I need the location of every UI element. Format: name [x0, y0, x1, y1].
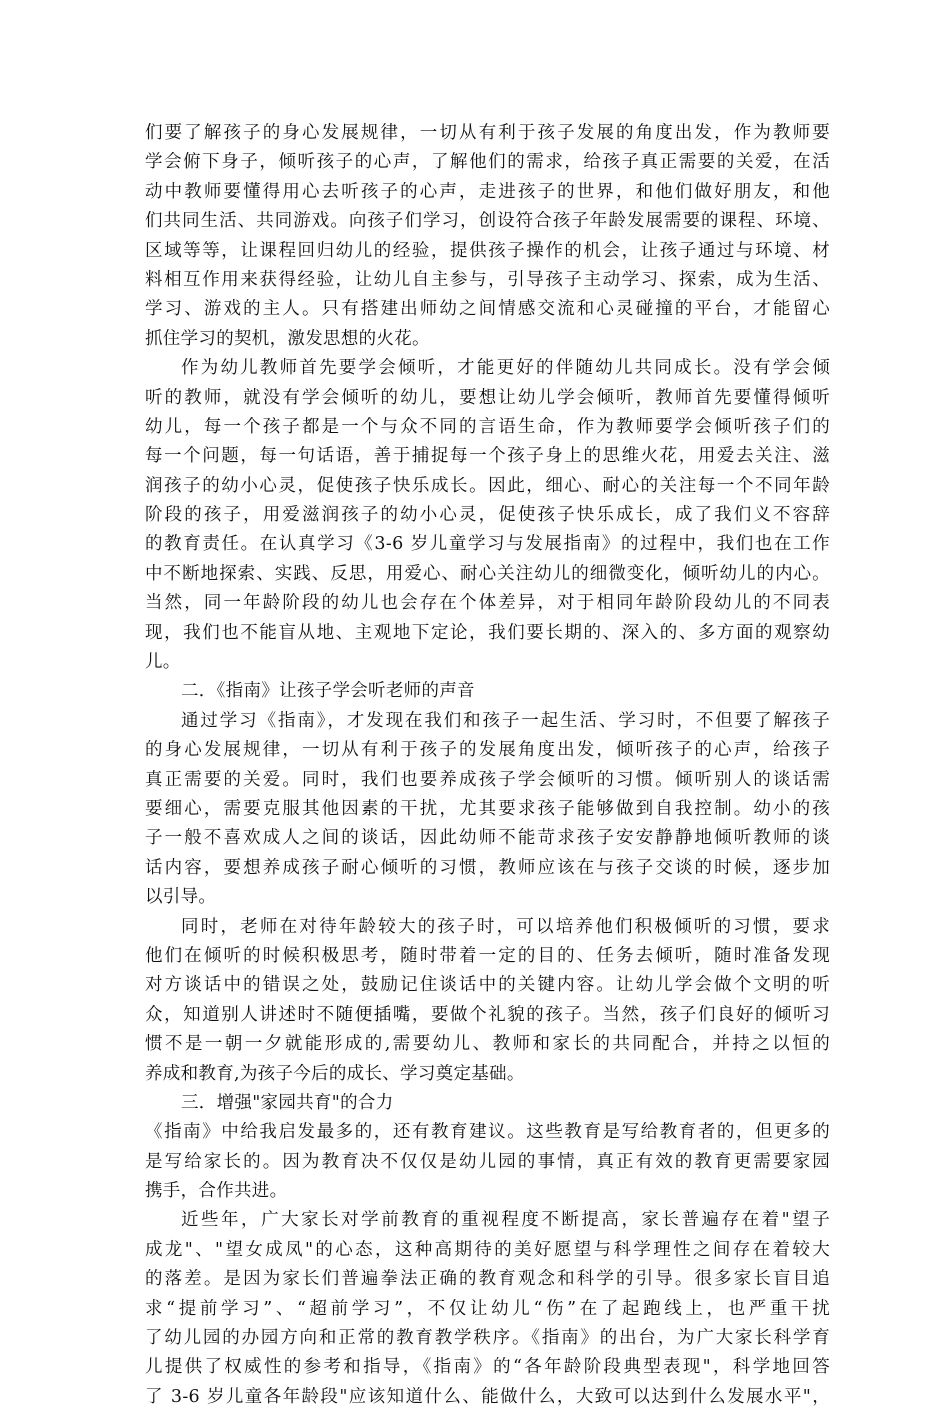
text-line: 学会俯下身子，倾听孩子的心声，了解他们的需求，给孩子真正需要的关爱，在活 [145, 152, 830, 173]
text-line: 听的教师，就没有学会倾听的幼儿，要想让幼儿学会倾听，教师首先要懂得倾听 [145, 387, 830, 408]
text-line: 儿。 [145, 652, 181, 673]
document-body [145, 119, 830, 1412]
text-line: 同时，老师在对待年龄较大的孩子时，可以培养他们积极倾听的习惯，要求 [181, 916, 830, 937]
text-line: 的教育责任。在认真学习《3-6 岁儿童学习与发展指南》的过程中，我们也在工作 [145, 534, 830, 555]
text-line: 了幼儿园的办园方向和正常的教育教学秩序。《指南》的出台，为广大家长科学育 [145, 1328, 830, 1349]
text-line: 当然，同一年龄阶段的幼儿也会存在个体差异，对于相同年龄阶段幼儿的不同表 [145, 593, 830, 614]
text-line: 每一个问题，每一句话语，善于捕捉每一个孩子身上的思维火花，用爱去关注、滋 [145, 446, 830, 467]
text-line: 儿提供了权威性的参考和指导，《指南》的“各年龄阶段典型表现"，科学地回答 [145, 1357, 830, 1378]
text-line: 真正需要的关爱。同时，我们也要养成孩子学会倾听的习惯。倾听别人的谈话需 [145, 769, 830, 790]
text-line: 学习、游戏的主人。只有搭建出师幼之间情感交流和心灵碰撞的平台，才能留心 [145, 299, 830, 320]
text-line: 区域等等，让课程回归幼儿的经验，提供孩子操作的机会，让孩子通过与环境、材 [145, 240, 830, 261]
text-line: 对方谈话中的错误之处，鼓励记住谈话中的关键内容。让幼儿学会做个文明的听 [145, 975, 830, 996]
text-line: 成龙"、"望女成凤"的心态，这种高期待的美好愿望与科学理性之间存在着较大 [145, 1239, 830, 1260]
text-line: 的身心发展规律，一切从有利于孩子的发展角度出发，倾听孩子的心声，给孩子 [145, 740, 830, 761]
text-line: 要细心，需要克服其他因素的干扰，尤其要求孩子能够做到自我控制。幼小的孩 [145, 798, 830, 819]
text-line: 他们在倾听的时候积极思考，随时带着一定的目的、任务去倾听，随时准备发现 [145, 945, 830, 966]
text-line: 了 3-6 岁儿童各年龄段"应该知道什么、能做什么，大致可以达到什么发展水平"， [145, 1386, 830, 1407]
text-line: 二．《指南》让孩子学会听老师的声音 [181, 681, 475, 702]
text-line: 现，我们也不能盲从地、主观地下定论，我们要长期的、深入的、多方面的观察幼 [145, 622, 830, 643]
text-line: 润孩子的幼小心灵，促使孩子快乐成长。因此，细心、耐心的关注每一个不同年龄 [145, 475, 830, 496]
text-line: 中不断地探索、实践、反思，用爱心、耐心关注幼儿的细微变化，倾听幼儿的内心。 [145, 563, 830, 584]
text-line: 携手，合作共进。 [145, 1181, 288, 1202]
text-line: 话内容，要想养成孩子耐心倾听的习惯，教师应该在与孩子交谈的时候，逐步加 [145, 857, 830, 878]
text-line: 求“提前学习”、“超前学习”，不仅让幼儿“伤”在了起跑线上，也严重干扰 [145, 1298, 830, 1319]
text-line: 养成和教育,为孩子今后的成长、学习奠定基础。 [145, 1063, 525, 1084]
text-line: 料相互作用来获得经验，让幼儿自主参与，引导孩子主动学习、探索，成为生活、 [145, 269, 830, 290]
text-line: 以引导。 [145, 887, 217, 908]
text-line: 的落差。是因为家长们普遍拳法正确的教育观念和科学的引导。很多家长盲目追 [145, 1269, 830, 1290]
text-line: 们共同生活、共同游戏。向孩子们学习，创设符合孩子年龄发展需要的课程、环境、 [145, 211, 830, 232]
text-line: 三．增强"家园共育"的合力 [181, 1092, 394, 1113]
text-line: 幼儿，每一个孩子都是一个与众不同的言语生命，作为教师要学会倾听孩子们的 [145, 416, 830, 437]
text-line: 《指南》中给我启发最多的，还有教育建议。这些教育是写给教育者的，但更多的 [145, 1122, 830, 1143]
text-line: 们要了解孩子的身心发展规律，一切从有利于孩子发展的角度出发，作为教师要 [145, 123, 830, 143]
text-line: 众，知道别人讲述时不随便插嘴，要做个礼貌的孩子。当然，孩子们良好的倾听习 [145, 1004, 830, 1025]
text-line: 子一般不喜欢成人之间的谈话，因此幼师不能苛求孩子安安静静地倾听教师的谈 [145, 828, 830, 849]
text-line: 通过学习《指南》，才发现在我们和孩子一起生活、学习时，不但要了解孩子 [181, 710, 830, 731]
text-line: 作为幼儿教师首先要学会倾听，才能更好的伴随幼儿共同成长。没有学会倾 [181, 358, 830, 379]
text-line: 近些年，广大家长对学前教育的重视程度不断提高，家长普遍存在着"望子 [181, 1210, 830, 1231]
text-line: 是写给家长的。因为教育决不仅仅是幼儿园的事情，真正有效的教育更需要家园 [145, 1151, 830, 1172]
text-line: 抓住学习的契机，激发思想的火花。 [145, 328, 430, 349]
text-line: 惯不是一朝一夕就能形成的,需要幼儿、教师和家长的共同配合，并持之以恒的 [145, 1034, 830, 1055]
text-line: 阶段的孩子，用爱滋润孩子的幼小心灵，促使孩子快乐成长，成了我们义不容辞 [145, 505, 830, 526]
text-line: 动中教师要懂得用心去听孩子的心声，走进孩子的世界，和他们做好朋友，和他 [145, 181, 830, 202]
